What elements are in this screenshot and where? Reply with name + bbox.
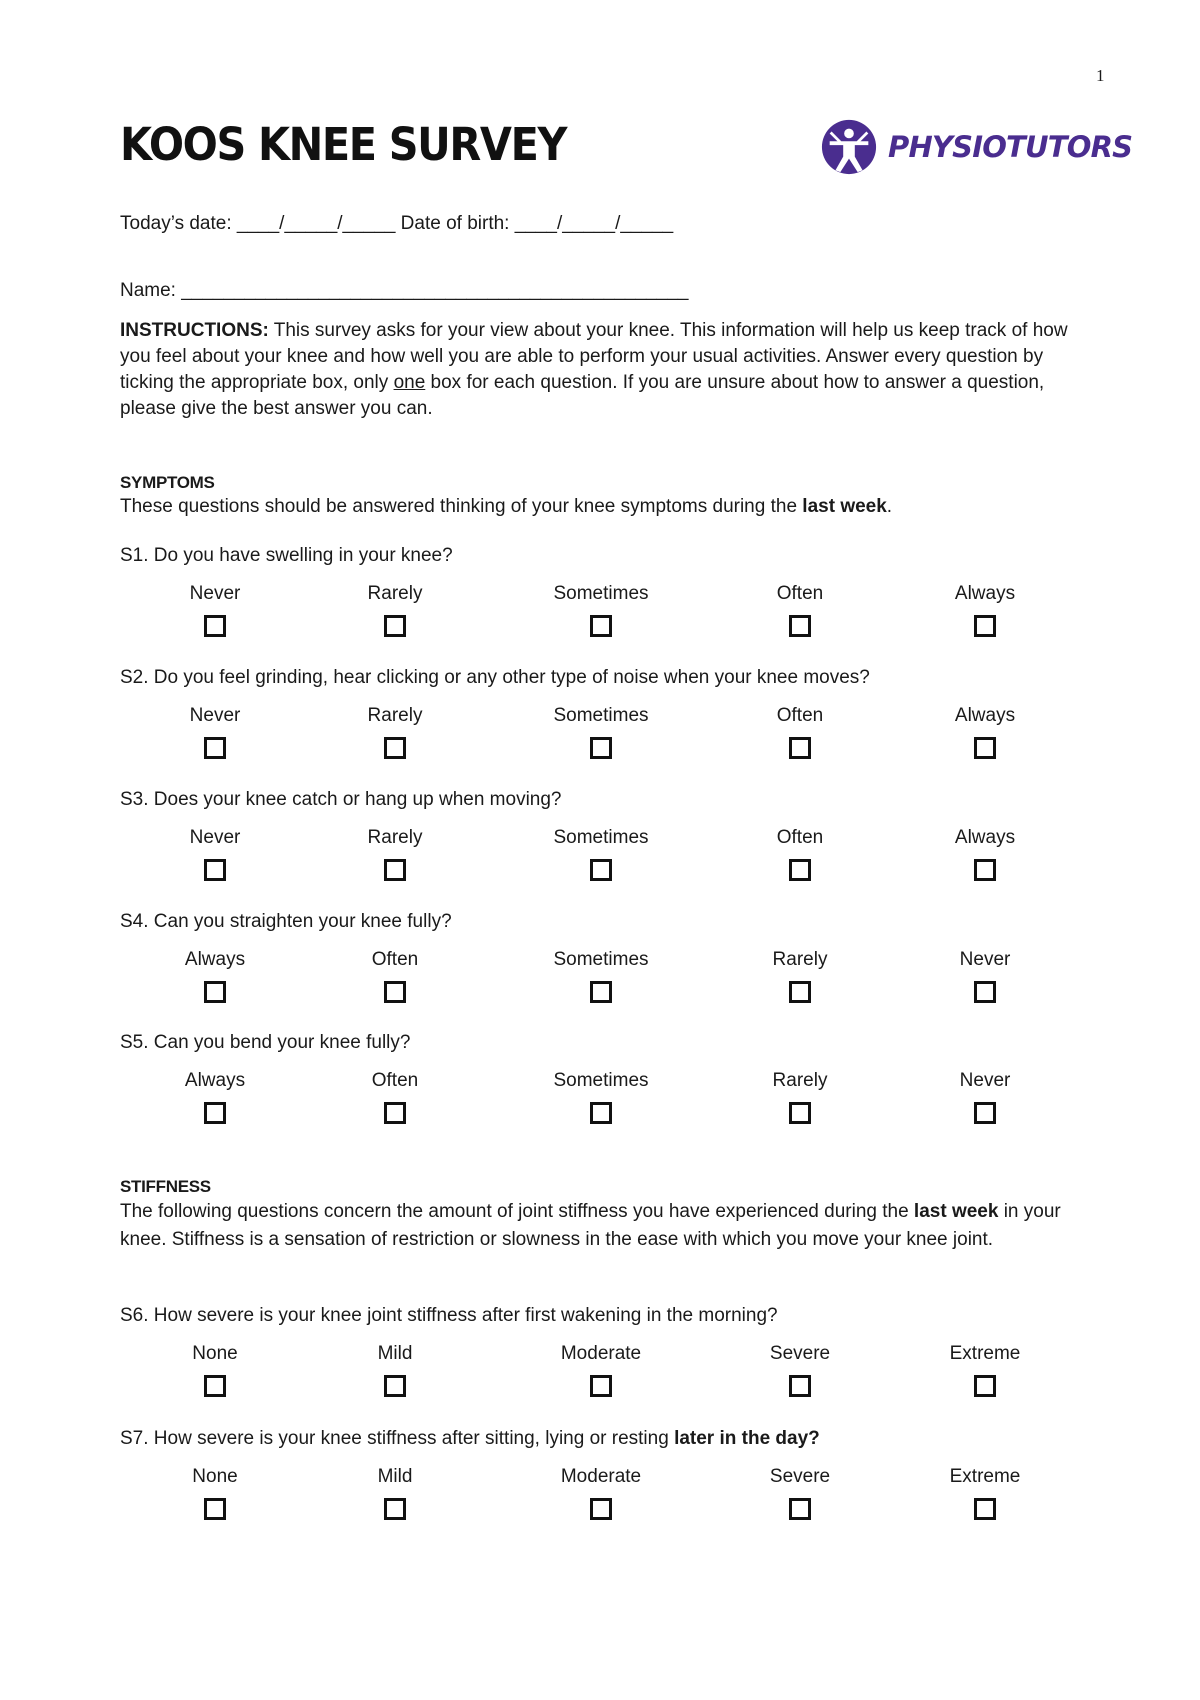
option-label: Never [959,949,1011,970]
answer-option[interactable] [521,705,681,764]
option-label: Severe [769,1466,831,1487]
answer-checkbox[interactable] [974,1498,996,1520]
question-text [120,1032,410,1054]
answer-option[interactable] [905,1466,1065,1525]
answer-option[interactable] [315,827,475,886]
question-text [120,1305,778,1327]
symptoms-intro-before: These questions should be answered thinking of your knee symptoms during the [120,496,803,517]
answer-checkbox[interactable] [590,1102,612,1124]
question-label: S2. Do you feel grinding, hear clicking or any other type of noise when your knee moves? [120,667,870,688]
option-label: None [192,1343,238,1364]
option-label: Always [954,705,1016,726]
instructions-emphasis: one [393,372,426,393]
answer-option[interactable] [720,949,880,1008]
answer-checkbox[interactable] [789,981,811,1003]
option-label: Never [189,705,241,726]
option-label: Moderate [560,1343,642,1364]
answer-checkbox[interactable] [590,1498,612,1520]
question-item [120,911,1080,1011]
answer-checkbox[interactable] [789,737,811,759]
question-item [120,545,1080,645]
question-label: S4. Can you straighten your knee fully? [120,911,452,932]
answer-checkbox[interactable] [974,1102,996,1124]
answer-option[interactable] [720,705,880,764]
question-text [120,789,562,811]
date-fields[interactable]: Today’s date: ____/_____/_____ Date of birth: ____/_____/_____ [120,213,674,234]
instructions-text-before: This survey asks for your view about your knee. This information will help us keep track of how you feel about your knee and how well you are able to perform your usual activities. Answer every question by ticking the appropriate box, only [120,320,1068,393]
answer-option[interactable] [521,827,681,886]
stiffness-intro-after: in your knee. Stiffness is a sensation of restriction or slowness in the ease with which you move your knee joint. [120,1201,1061,1250]
option-label: Rarely [367,583,423,604]
question-text [120,545,453,567]
question-label: S6. How severe is your knee joint stiffness after first wakening in the morning? [120,1305,778,1326]
answer-option[interactable] [720,1466,880,1525]
answer-option[interactable] [905,1070,1065,1129]
answer-checkbox[interactable] [789,1375,811,1397]
option-label: Always [184,1070,246,1091]
stiffness-intro-before: The following questions concern the amount of joint stiffness you have experienced during the [120,1201,914,1222]
answer-checkbox[interactable] [590,981,612,1003]
answer-checkbox[interactable] [204,1102,226,1124]
answer-checkbox[interactable] [384,737,406,759]
option-label: Rarely [367,827,423,848]
instructions-paragraph [120,318,1080,422]
instructions-label: INSTRUCTIONS: [120,320,269,341]
option-label: Sometimes [553,1070,649,1091]
option-label: Sometimes [553,827,649,848]
answer-checkbox[interactable] [974,981,996,1003]
answer-option[interactable] [521,1343,681,1402]
answer-checkbox[interactable] [590,859,612,881]
stiffness-heading: STIFFNESS [120,1177,211,1196]
question-item [120,1032,1080,1132]
option-label: Often [371,1070,419,1091]
question-item [120,1305,1080,1405]
question-label-bold: later in the day? [674,1428,820,1449]
answer-option[interactable] [315,949,475,1008]
option-label: Moderate [560,1466,642,1487]
answer-checkbox[interactable] [204,1498,226,1520]
answer-checkbox[interactable] [384,859,406,881]
answer-option[interactable] [720,583,880,642]
option-label: Rarely [772,949,828,970]
option-label: Mild [377,1343,413,1364]
answer-checkbox[interactable] [590,737,612,759]
answer-option[interactable] [521,1070,681,1129]
option-label: Always [954,827,1016,848]
question-text [120,667,870,689]
answer-option[interactable] [315,1070,475,1129]
option-label: Never [189,583,241,604]
page-number: 1 [1096,66,1105,85]
option-label: Often [776,583,824,604]
answer-checkbox[interactable] [974,737,996,759]
answer-checkbox[interactable] [204,1375,226,1397]
question-label: S3. Does your knee catch or hang up when moving? [120,789,562,810]
answer-option[interactable] [135,949,295,1008]
physiotutors-logo [820,118,1132,176]
option-label: Sometimes [553,705,649,726]
answer-option[interactable] [521,1466,681,1525]
answer-option[interactable] [315,583,475,642]
answer-option[interactable] [905,827,1065,886]
option-label: Often [776,705,824,726]
answer-checkbox[interactable] [974,615,996,637]
answer-option[interactable] [720,1343,880,1402]
answer-option[interactable] [720,1070,880,1129]
instructions-text-after: box for each question. If you are unsure about how to answer a question, please give the best answer you can. [120,372,1045,419]
option-label: Sometimes [553,583,649,604]
option-label: Always [184,949,246,970]
answer-checkbox[interactable] [384,981,406,1003]
option-label: Extreme [949,1466,1021,1487]
option-label: Never [189,827,241,848]
answer-option[interactable] [135,583,295,642]
survey-title: KOOS KNEE SURVEY [120,118,567,171]
answer-option[interactable] [905,705,1065,764]
option-label: Extreme [949,1343,1021,1364]
answer-checkbox[interactable] [974,859,996,881]
option-label: Often [371,949,419,970]
answer-checkbox[interactable] [384,1102,406,1124]
symptoms-intro [120,493,1080,521]
option-label: Rarely [367,705,423,726]
question-item [120,1428,1080,1528]
question-item [120,667,1080,767]
answer-option[interactable] [135,1070,295,1129]
name-field[interactable]: Name: ________________________________________________ [120,280,689,301]
answer-option[interactable] [905,583,1065,642]
option-label: Severe [769,1343,831,1364]
answer-option[interactable] [521,949,681,1008]
answer-option[interactable] [135,1343,295,1402]
question-label: S5. Can you bend your knee fully? [120,1032,411,1053]
answer-checkbox[interactable] [384,615,406,637]
answer-option[interactable] [905,1343,1065,1402]
answer-checkbox[interactable] [590,1375,612,1397]
answer-option[interactable] [315,1343,475,1402]
answer-checkbox[interactable] [384,1375,406,1397]
symptoms-intro-after: . [886,496,893,517]
answer-option[interactable] [315,1466,475,1525]
answer-checkbox[interactable] [590,615,612,637]
answer-option[interactable] [135,705,295,764]
answer-checkbox[interactable] [789,859,811,881]
stiffness-intro [120,1198,1080,1254]
option-label: Always [954,583,1016,604]
option-label: Often [776,827,824,848]
answer-option[interactable] [905,949,1065,1008]
option-label: Sometimes [553,949,649,970]
question-label: S7. How severe is your knee stiffness after sitting, lying or resting [120,1428,675,1449]
question-item [120,789,1080,889]
vitruvian-man-icon [820,118,878,176]
answer-option[interactable] [720,827,880,886]
symptoms-heading: SYMPTOMS [120,473,215,492]
answer-checkbox[interactable] [204,981,226,1003]
question-text [120,1428,820,1450]
option-label: Mild [377,1466,413,1487]
option-label: Never [959,1070,1011,1091]
answer-checkbox[interactable] [204,615,226,637]
answer-checkbox[interactable] [974,1375,996,1397]
option-label: None [192,1466,238,1487]
stiffness-intro-bold: last week [913,1201,999,1222]
question-label: S1. Do you have swelling in your knee? [120,545,453,566]
answer-checkbox[interactable] [789,615,811,637]
answer-checkbox[interactable] [204,737,226,759]
answer-option[interactable] [315,705,475,764]
answer-option[interactable] [521,583,681,642]
answer-option[interactable] [135,1466,295,1525]
answer-checkbox[interactable] [204,859,226,881]
answer-checkbox[interactable] [384,1498,406,1520]
logo-text: PHYSIOTUTORS [888,130,1133,164]
answer-checkbox[interactable] [789,1102,811,1124]
symptoms-intro-bold: last week [802,496,887,517]
answer-option[interactable] [135,827,295,886]
option-label: Rarely [772,1070,828,1091]
answer-checkbox[interactable] [789,1498,811,1520]
question-text [120,911,452,933]
